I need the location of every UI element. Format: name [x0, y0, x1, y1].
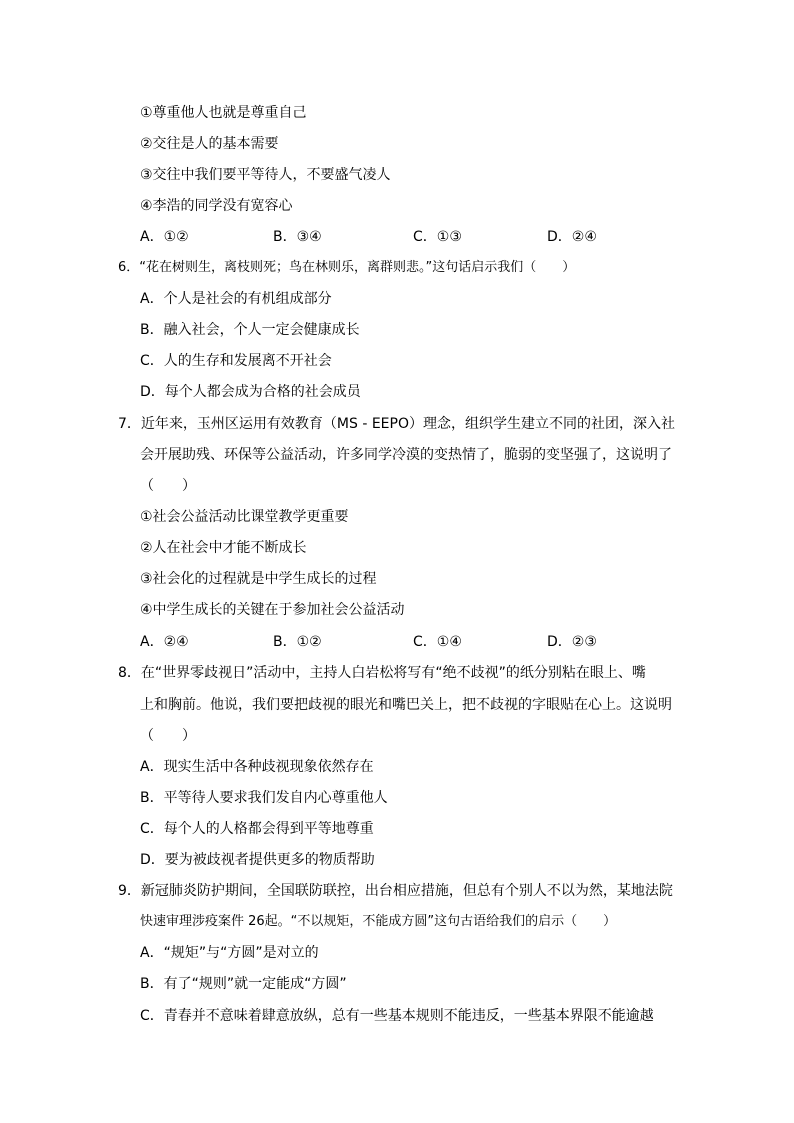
q9-option-c: C．青春并不意味着肆意放纵，总有一些基本规则不能违反，一些基本界限不能逾越	[140, 1008, 654, 1024]
q8-stem-line-1: 8．在“世界零歧视日”活动中，主持人白岩松将写有“绝不歧视”的纸分别粘在眼上、嘴	[118, 665, 646, 681]
q9-option-b: B．有了“规则”就一定能成“方圆”	[140, 976, 347, 992]
q9-option-a: A．“规矩”与“方圆”是对立的	[140, 945, 319, 961]
q7-option-a: A．②④	[140, 634, 189, 650]
q7-stem-line-1: 7．近年来，玉州区运用有效教育（MS - EEPO）理念，组织学生建立不同的社团，深入社	[118, 416, 675, 432]
q5-statement-2: ②交往是人的基本需要	[140, 136, 279, 152]
q5-option-a: A．①②	[140, 229, 189, 245]
q6-stem: 6．“花在树则生，离枝则死；鸟在林则乐，离群则悲。”这句话启示我们（ ）	[118, 260, 576, 275]
q7-option-c: C．①④	[413, 634, 462, 650]
q8-option-c: C．每个人的人格都会得到平等地尊重	[140, 821, 374, 837]
q9-stem-line-1: 9．新冠肺炎防护期间，全国联防联控，出台相应措施，但总有个别人不以为然，某地法院	[118, 883, 673, 899]
q6-option-d: D．每个人都会成为合格的社会成员	[140, 384, 361, 400]
q7-option-d: D．②③	[547, 634, 597, 650]
q9-stem-line-2: 快速审理涉疫案件 26起。“不以规矩，不能成方圆”这句古语给我们的启示（ ）	[140, 914, 617, 929]
q5-option-d: D．②④	[547, 229, 597, 245]
q7-option-b: B．①②	[273, 634, 322, 650]
q8-stem-line-3: （ ）	[140, 728, 196, 744]
q7-statement-3: ③社会化的过程就是中学生成长的过程	[140, 571, 377, 587]
q6-option-b: B．融入社会，个人一定会健康成长	[140, 322, 360, 338]
q7-stem-line-2: 会开展助残、环保等公益活动，许多同学冷漠的变热情了，脆弱的变坚强了，这说明了	[140, 447, 672, 463]
q5-statement-3: ③交往中我们要平等待人，不要盛气凌人	[140, 167, 391, 183]
q7-statement-4: ④中学生成长的关键在于参加社会公益活动	[140, 602, 405, 618]
q5-statement-1: ①尊重他人也就是尊重自己	[140, 105, 307, 121]
q8-stem-line-2: 上和胸前。他说，我们要把歧视的眼光和嘴巴关上，把不歧视的字眼贴在心上。这说明	[140, 697, 672, 713]
q6-option-a: A．个人是社会的有机组成部分	[140, 291, 332, 307]
q6-option-c: C．人的生存和发展离不开社会	[140, 353, 332, 369]
q7-stem-line-3: （ ）	[140, 478, 196, 494]
q5-option-b: B．③④	[273, 229, 322, 245]
q8-option-a: A．现实生活中各种歧视现象依然存在	[140, 759, 374, 775]
q5-statement-4: ④李浩的同学没有宽容心	[140, 198, 293, 214]
q8-option-d: D．要为被歧视者提供更多的物质帮助	[140, 852, 375, 868]
q5-option-c: C．①③	[413, 229, 462, 245]
q7-statement-1: ①社会公益活动比课堂教学更重要	[140, 509, 349, 525]
q8-option-b: B．平等待人要求我们发自内心尊重他人	[140, 790, 388, 806]
q7-statement-2: ②人在社会中才能不断成长	[140, 540, 307, 556]
